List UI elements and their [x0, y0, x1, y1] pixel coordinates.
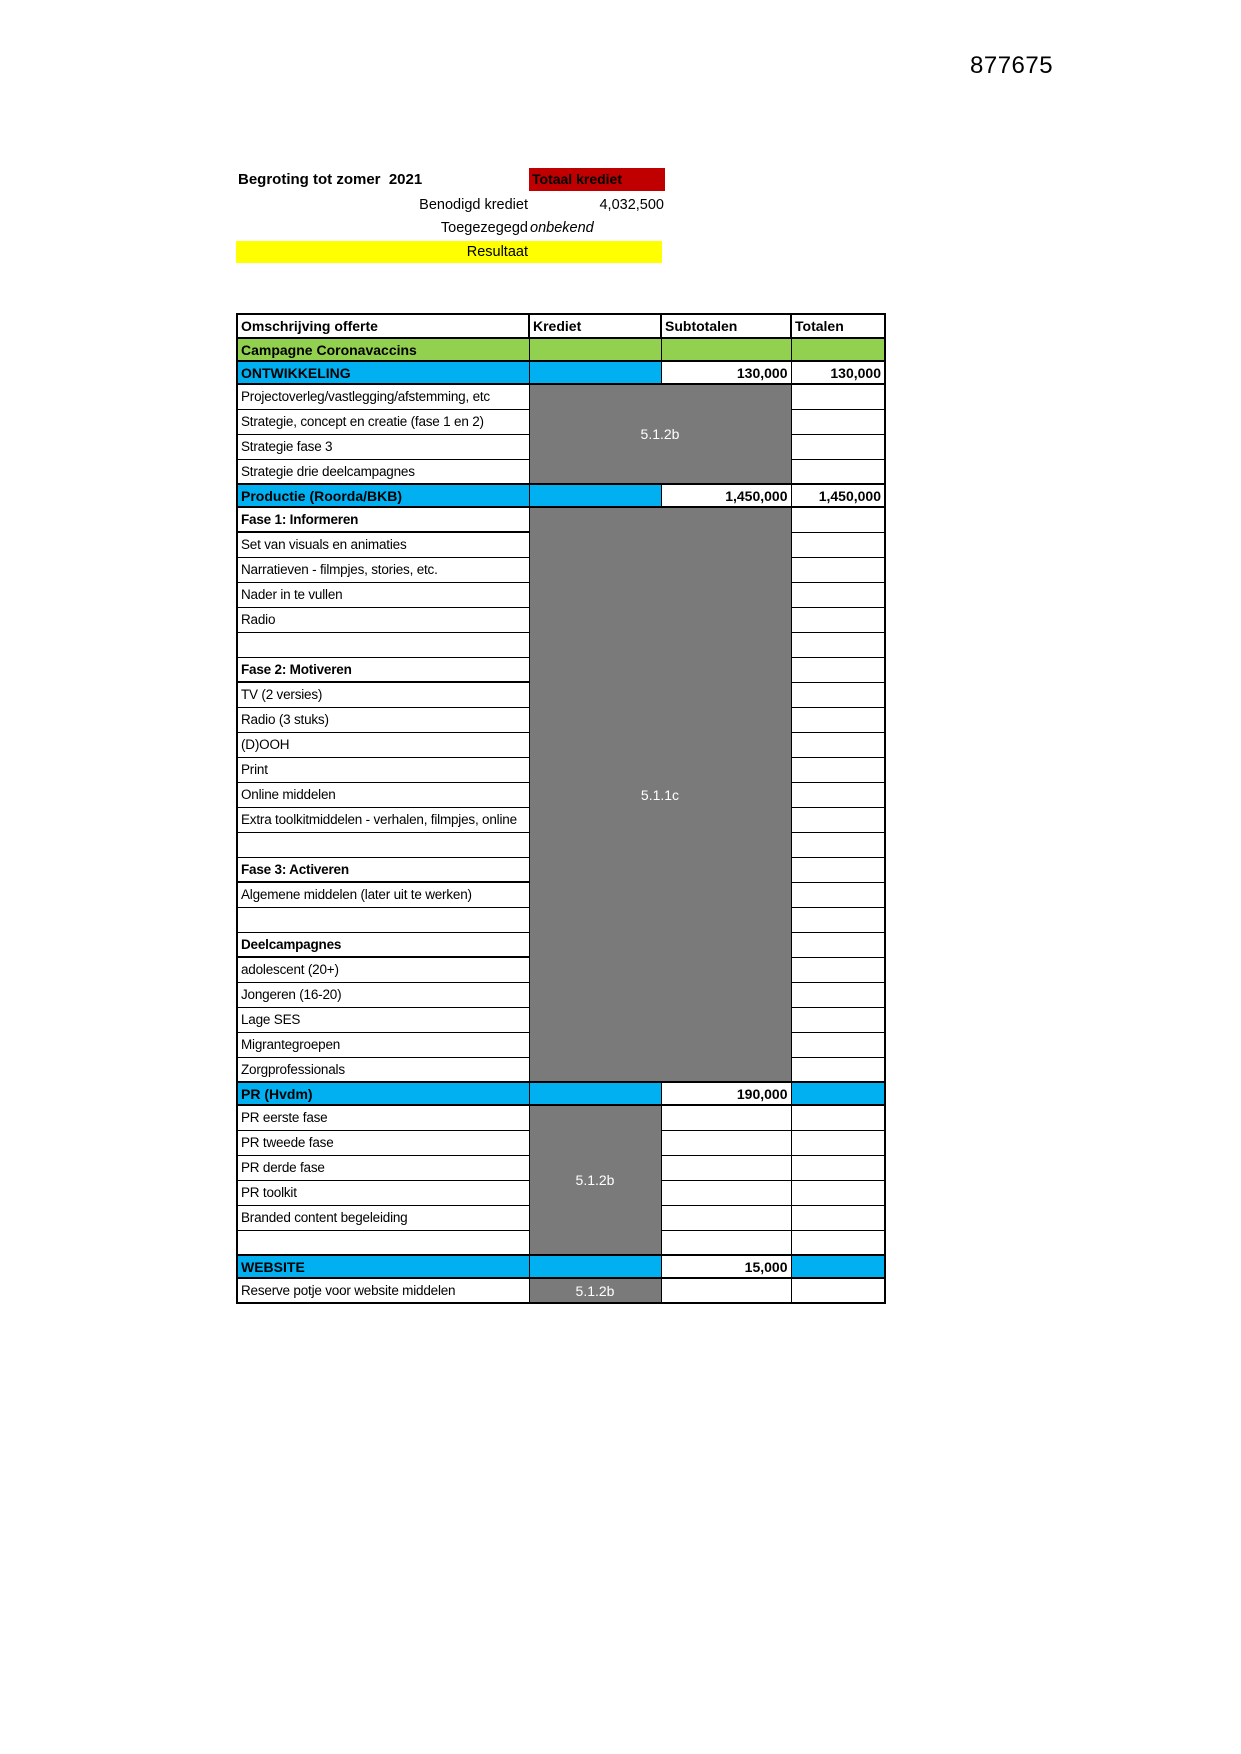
detail-label: Fase 1: Informeren [237, 507, 529, 532]
section-row [237, 484, 885, 507]
resultaat-bar [236, 241, 662, 263]
detail-label: Deelcampagnes [237, 932, 529, 957]
detail-total-cell [791, 682, 885, 707]
detail-label: Strategie drie deelcampagnes [237, 459, 529, 484]
detail-label: Migrantegroepen [237, 1032, 529, 1057]
detail-label: adolescent (20+) [237, 957, 529, 982]
section-subtotal-cell: 130,000 [661, 361, 791, 384]
detail-total-cell [791, 409, 885, 434]
detail-total-cell [791, 557, 885, 582]
column-header: Omschrijving offerte [237, 314, 529, 338]
section-row [237, 361, 885, 384]
section-krediet-cell [529, 361, 661, 384]
detail-total-cell [791, 532, 885, 557]
detail-total-cell [791, 632, 885, 657]
header-row [237, 314, 885, 338]
detail-total-cell [791, 384, 885, 409]
detail-total-cell [791, 732, 885, 757]
group-code-cell: 5.1.2b [529, 384, 791, 484]
section-subtotal-cell: 190,000 [661, 1082, 791, 1105]
totaal-krediet-cell: Totaal krediet [529, 168, 665, 191]
page-number: 877675 [970, 52, 1054, 79]
detail-total-cell [791, 982, 885, 1007]
detail-total-cell [791, 957, 885, 982]
detail-total-cell [791, 1032, 885, 1057]
detail-label: Online middelen [237, 782, 529, 807]
section-row [237, 338, 885, 361]
detail-label: PR derde fase [237, 1155, 529, 1180]
detail-label: Jongeren (16-20) [237, 982, 529, 1007]
benodigd-krediet-value: 4,032,500 [599, 197, 664, 213]
detail-label: Projectoverleg/vastlegging/afstemming, etc [237, 384, 529, 409]
detail-label: Zorgprofessionals [237, 1057, 529, 1082]
detail-total-cell [791, 1230, 885, 1255]
detail-total-cell [791, 1278, 885, 1303]
detail-subtotal-cell [661, 1105, 791, 1130]
detail-total-cell [791, 857, 885, 882]
detail-total-cell [791, 782, 885, 807]
detail-label: Lage SES [237, 1007, 529, 1032]
document-title: Begroting tot zomer 2021 [238, 171, 423, 188]
table-head [237, 314, 885, 338]
group-code-cell: 5.1.2b [529, 1278, 661, 1303]
section-krediet-cell [529, 1082, 661, 1105]
section-subtotal-cell [661, 338, 791, 361]
detail-label: Algemene middelen (later uit te werken) [237, 882, 529, 907]
section-subtotal-cell: 1,450,000 [661, 484, 791, 507]
detail-label: Reserve potje voor website middelen [237, 1278, 529, 1303]
detail-total-cell [791, 1007, 885, 1032]
section-subtotal-cell: 15,000 [661, 1255, 791, 1278]
budget-table-container [236, 313, 886, 1304]
detail-label [237, 1230, 529, 1255]
detail-label: PR toolkit [237, 1180, 529, 1205]
toegezegd-label: Toegezegegd [440, 220, 528, 236]
detail-total-cell [791, 1130, 885, 1155]
column-header: Subtotalen [661, 314, 791, 338]
resultaat-label: Resultaat [466, 244, 528, 260]
detail-label: Print [237, 757, 529, 782]
detail-total-cell [791, 707, 885, 732]
detail-label [237, 632, 529, 657]
detail-label [237, 832, 529, 857]
detail-label: Branded content begeleiding [237, 1205, 529, 1230]
detail-label: Fase 3: Activeren [237, 857, 529, 882]
detail-label: Strategie fase 3 [237, 434, 529, 459]
detail-total-cell [791, 607, 885, 632]
detail-label: Set van visuals en animaties [237, 532, 529, 557]
detail-subtotal-cell [661, 1230, 791, 1255]
detail-total-cell [791, 882, 885, 907]
section-label: ONTWIKKELING [237, 361, 529, 384]
detail-total-cell [791, 582, 885, 607]
column-header: Krediet [529, 314, 661, 338]
detail-total-cell [791, 1155, 885, 1180]
detail-total-cell [791, 507, 885, 532]
group-code-cell: 5.1.2b [529, 1105, 661, 1255]
section-total-cell [791, 1255, 885, 1278]
group-code-cell: 5.1.1c [529, 507, 791, 1082]
detail-label: Nader in te vullen [237, 582, 529, 607]
detail-row [237, 1105, 885, 1130]
section-row [237, 1082, 885, 1105]
detail-label: PR tweede fase [237, 1130, 529, 1155]
detail-subtotal-cell [661, 1205, 791, 1230]
detail-total-cell [791, 757, 885, 782]
section-label: Productie (Roorda/BKB) [237, 484, 529, 507]
detail-total-cell [791, 807, 885, 832]
section-krediet-cell [529, 484, 661, 507]
section-label: Campagne Coronavaccins [237, 338, 529, 361]
section-total-cell [791, 1082, 885, 1105]
table-body [237, 338, 885, 1303]
detail-row [237, 507, 885, 532]
detail-label: Extra toolkitmiddelen - verhalen, filmpjes, online [237, 807, 529, 832]
detail-subtotal-cell [661, 1130, 791, 1155]
section-krediet-cell [529, 1255, 661, 1278]
detail-label: Narratieven - filmpjes, stories, etc. [237, 557, 529, 582]
toegezegd-value: onbekend [530, 220, 594, 236]
detail-label: TV (2 versies) [237, 682, 529, 707]
detail-total-cell [791, 832, 885, 857]
detail-label: (D)OOH [237, 732, 529, 757]
section-total-cell: 130,000 [791, 361, 885, 384]
detail-total-cell [791, 1205, 885, 1230]
detail-total-cell [791, 657, 885, 682]
section-total-cell [791, 338, 885, 361]
detail-subtotal-cell [661, 1278, 791, 1303]
detail-total-cell [791, 907, 885, 932]
detail-subtotal-cell [661, 1155, 791, 1180]
detail-label: Strategie, concept en creatie (fase 1 en 2) [237, 409, 529, 434]
detail-label: PR eerste fase [237, 1105, 529, 1130]
section-total-cell: 1,450,000 [791, 484, 885, 507]
detail-total-cell [791, 1057, 885, 1082]
detail-total-cell [791, 1180, 885, 1205]
detail-total-cell [791, 932, 885, 957]
detail-label: Fase 2: Motiveren [237, 657, 529, 682]
detail-total-cell [791, 1105, 885, 1130]
detail-label: Radio (3 stuks) [237, 707, 529, 732]
section-label: WEBSITE [237, 1255, 529, 1278]
detail-total-cell [791, 434, 885, 459]
budget-table [236, 313, 886, 1304]
detail-label [237, 907, 529, 932]
detail-subtotal-cell [661, 1180, 791, 1205]
section-row [237, 1255, 885, 1278]
section-label: PR (Hvdm) [237, 1082, 529, 1105]
detail-row [237, 1278, 885, 1303]
column-header: Totalen [791, 314, 885, 338]
detail-total-cell [791, 459, 885, 484]
benodigd-krediet-label: Benodigd krediet [419, 197, 528, 213]
section-krediet-cell [529, 338, 661, 361]
detail-row [237, 384, 885, 409]
detail-label: Radio [237, 607, 529, 632]
